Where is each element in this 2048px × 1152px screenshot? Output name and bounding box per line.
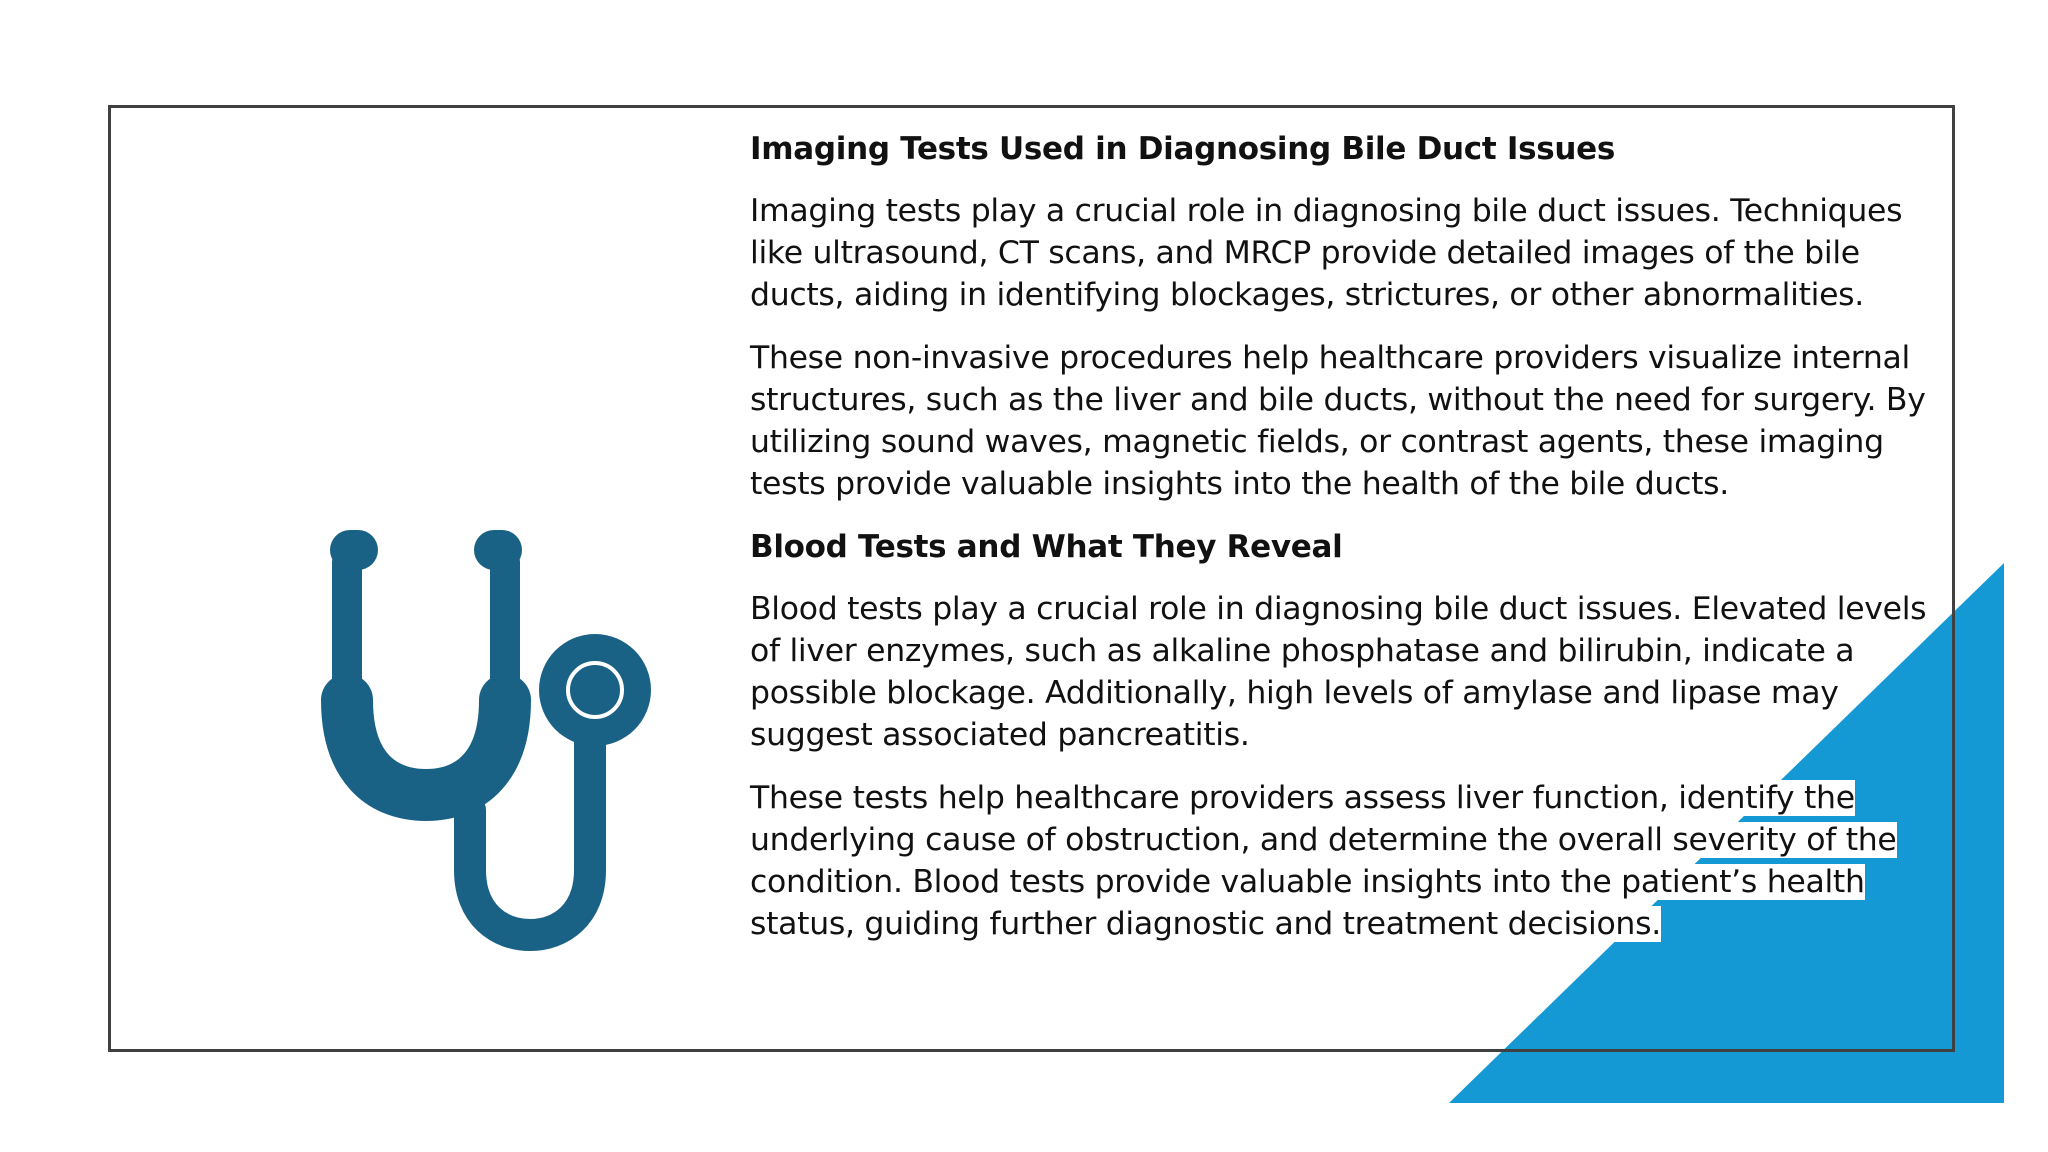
paragraph-text: These non-invasive procedures help healthcare providers visualize internal structures, such as the liver and bile ducts, without the need for surgery. By utilizing sound waves, magnetic fields, or contrast agents, these imaging tests provide valuable insights into the health of the bile ducts. <box>750 340 1926 502</box>
paragraph-text: Blood tests play a crucial role in diagnosing bile duct issues. Elevated levels of liver enzymes, such as alkaline phosphatase and bilirubin, indicate a possible blockage. Additionally, high levels of amylase and lipase may suggest associated pancreatitis. <box>750 591 1927 753</box>
paragraph-blood-2 <box>750 777 1930 945</box>
paragraph-imaging-1 <box>750 190 1930 316</box>
paragraph-text: Imaging tests play a crucial role in diagnosing bile duct issues. Techniques like ultrasound, CT scans, and MRCP provide detailed images of the bile ducts, aiding in identifying blockages, strictures, or other abnormalities. <box>750 193 1903 313</box>
section-heading-imaging: Imaging Tests Used in Diagnosing Bile Duct Issues <box>750 131 1616 167</box>
paragraph-text: These tests help healthcare providers assess liver function, identify the underlying cause of obstruction, and determine the overall severity of the condition. Blood tests provide valuable insights into the patient’s health status, guiding further diagnostic and treatment decisions. <box>750 780 1897 942</box>
main-content <box>750 128 1930 966</box>
stethoscope-icon <box>320 525 670 960</box>
paragraph-imaging-2 <box>750 337 1930 505</box>
section-heading-blood: Blood Tests and What They Reveal <box>750 529 1343 565</box>
paragraph-blood-1 <box>750 588 1930 756</box>
